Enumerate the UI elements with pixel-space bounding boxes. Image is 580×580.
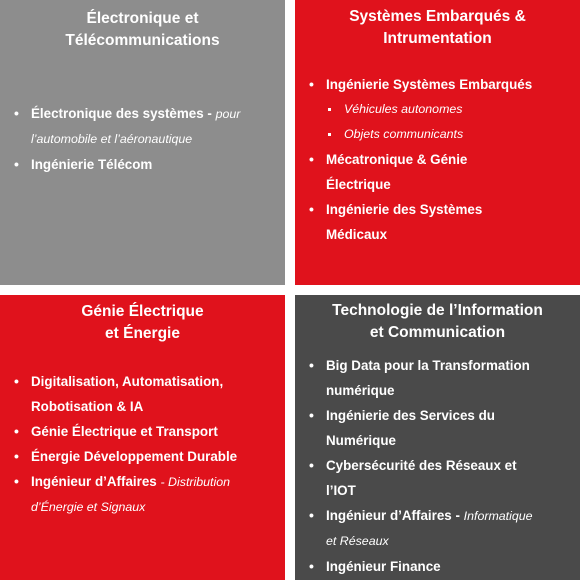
item-note: - Distribution — [160, 475, 231, 489]
item-label: Ingénieur d’Affaires - — [326, 508, 460, 523]
item-label: Électrique — [326, 177, 391, 192]
item-label: Médicaux — [326, 227, 388, 242]
list-item — [295, 72, 580, 147]
item-line — [31, 469, 279, 495]
item-label: • Digitalisation, Automatisation, — [31, 374, 224, 389]
title-line: et Communication — [369, 324, 506, 341]
item-label: • Mécatronique & Génie — [326, 152, 468, 167]
list-item — [295, 147, 580, 197]
tile-title — [0, 301, 285, 345]
item-label: Ingénieur Finance — [326, 559, 441, 574]
program-list — [0, 369, 285, 520]
list-item — [295, 403, 580, 453]
tile-title — [0, 8, 285, 52]
list-item — [0, 152, 285, 177]
item-label: Ingénieur d’Affaires — [31, 474, 157, 489]
program-list — [0, 101, 285, 177]
item-label: • Ingénierie Systèmes Embarqués — [326, 77, 533, 92]
item-note: et Réseaux — [326, 534, 389, 548]
item-label: Génie Électrique et Transport — [31, 424, 218, 439]
item-line — [326, 503, 574, 529]
item-label: Énergie Développement Durable — [31, 449, 238, 464]
sub-list — [326, 97, 574, 147]
sub-item: Objets communicants — [326, 122, 574, 147]
list-item — [0, 369, 285, 419]
list-item — [0, 444, 285, 469]
tile-technologie-information — [295, 295, 580, 580]
list-item — [295, 353, 580, 403]
item-note: l’automobile et l’aéronautique — [31, 132, 193, 146]
sub-item: Véhicules autonomes — [326, 97, 574, 122]
tile-systemes-embarques — [295, 0, 580, 285]
title-line: Intrumentation — [383, 30, 492, 47]
list-item — [0, 469, 285, 520]
tile-title — [295, 300, 580, 344]
list-item — [0, 101, 285, 152]
item-line — [31, 101, 279, 127]
item-label: • Ingénierie des Systèmes — [326, 202, 483, 217]
item-label: Ingénierie Télécom — [31, 157, 153, 172]
tile-electronique-telecom — [0, 0, 285, 285]
tile-title — [295, 6, 580, 50]
item-label: Robotisation & IA — [31, 399, 144, 414]
item-label: l’IOT — [326, 483, 356, 498]
title-line: et Énergie — [105, 325, 180, 342]
item-label: • Big Data pour la Transformation — [326, 358, 530, 373]
list-item — [0, 419, 285, 444]
item-note: pour — [215, 107, 241, 121]
item-note: d’Énergie et Signaux — [31, 500, 146, 514]
title-line: Électronique et — [86, 10, 199, 27]
tile-genie-electrique — [0, 295, 285, 580]
item-note: Informatique — [463, 509, 533, 523]
item-label: Numérique — [326, 433, 396, 448]
title-line: Télécommunications — [65, 32, 220, 49]
program-list — [295, 72, 580, 247]
program-list — [295, 353, 580, 579]
title-line: Génie Électrique — [81, 303, 204, 320]
title-line: Systèmes Embarqués & — [349, 8, 526, 25]
item-label: • Ingénierie des Services du — [326, 408, 495, 423]
list-item — [295, 197, 580, 247]
item-label: numérique — [326, 383, 395, 398]
title-line: Technologie de l’Information — [332, 302, 543, 319]
item-label: • Cybersécurité des Réseaux et — [326, 458, 517, 473]
list-item — [295, 453, 580, 503]
list-item — [295, 503, 580, 554]
list-item — [295, 554, 580, 579]
item-label: Électronique des systèmes - — [31, 106, 212, 121]
